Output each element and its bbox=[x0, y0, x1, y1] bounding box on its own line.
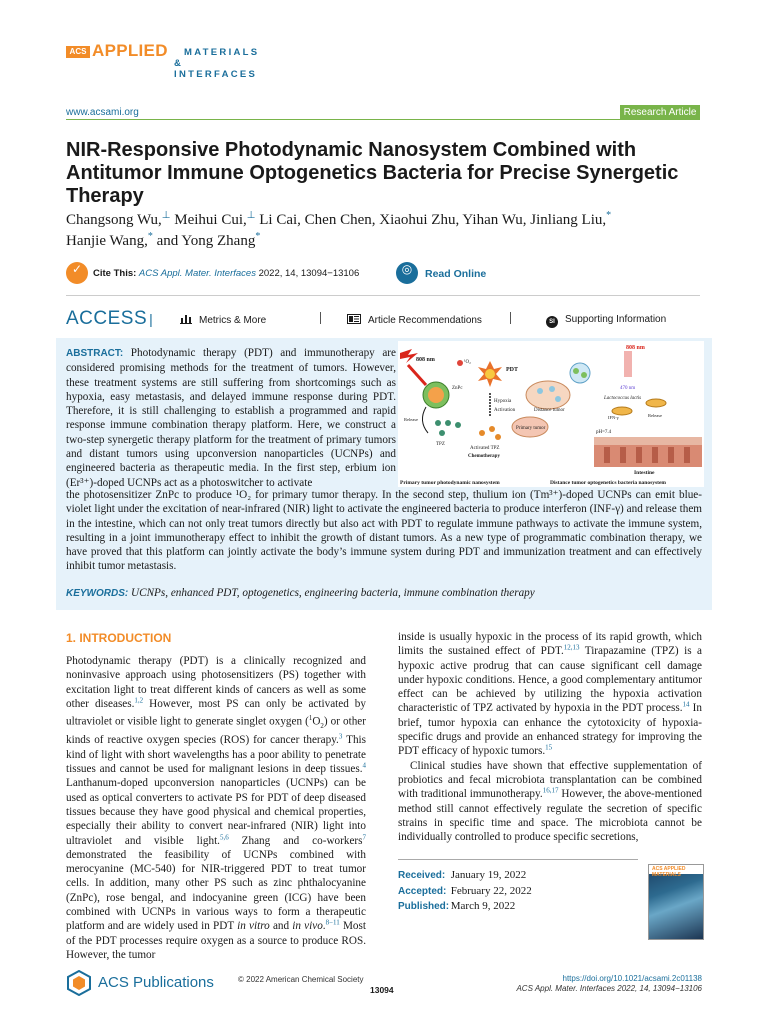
intestine-cell bbox=[604, 447, 610, 463]
caption-right: Distance tumor optogenetics bacteria nanosystem bbox=[550, 480, 666, 486]
singlet-oxygen-label: ¹O₂ bbox=[464, 360, 471, 365]
author-mark[interactable]: * bbox=[606, 210, 612, 221]
cite-row bbox=[66, 262, 700, 288]
metrics-link[interactable] bbox=[180, 314, 266, 326]
pdt-label: PDT bbox=[506, 367, 518, 373]
ph-label: pH=7.4 bbox=[596, 430, 612, 435]
caption-left: Primary tumor photodynamic nanosystem bbox=[400, 480, 500, 486]
keywords-label: KEYWORDS: bbox=[66, 588, 129, 599]
author-name[interactable]: and Yong Zhang bbox=[156, 233, 256, 249]
intestine-cell bbox=[684, 447, 690, 463]
activated-tpz-molecule bbox=[489, 426, 495, 432]
abstract-label: ABSTRACT: bbox=[66, 348, 124, 359]
bar-chart-icon bbox=[180, 314, 192, 324]
acs-emblem-icon bbox=[66, 970, 92, 996]
acs-publications-logo[interactable] bbox=[66, 970, 226, 996]
hypoxia-label: Hypoxia bbox=[494, 399, 512, 404]
cite-journal-ref[interactable]: ACS Appl. Mater. Interfaces bbox=[138, 268, 256, 279]
cite-label: Cite This: bbox=[93, 268, 137, 279]
section-heading: 1. INTRODUCTION bbox=[66, 631, 172, 645]
recommendations-label: Article Recommendations bbox=[368, 315, 482, 326]
cover-title: ACS APPLIED MATERIALS bbox=[652, 866, 686, 878]
bacterium bbox=[646, 399, 666, 407]
activated-tpz-molecule bbox=[479, 430, 485, 436]
checkmark-icon[interactable]: ✓ bbox=[66, 262, 88, 284]
primary-tumor-label: Primary tumor bbox=[516, 426, 546, 431]
intestine-wall bbox=[594, 437, 702, 445]
journal-site-link[interactable]: www.acsami.org bbox=[66, 107, 139, 118]
tumor-cell bbox=[555, 396, 561, 402]
tumor-cell bbox=[549, 386, 555, 392]
journal-name-line2: & INTERFACES bbox=[174, 58, 258, 80]
supporting-info-link[interactable] bbox=[546, 314, 666, 328]
release-label-2: Release bbox=[648, 413, 662, 418]
globe-icon[interactable]: ◎ bbox=[396, 262, 418, 284]
activated-tpz-label: Activated TPZ bbox=[470, 446, 500, 451]
author-mark[interactable]: ⊥ bbox=[246, 210, 256, 221]
read-online-link[interactable]: Read Online bbox=[425, 268, 487, 280]
access-bar bbox=[66, 308, 700, 332]
published-label: Published: bbox=[398, 901, 450, 912]
intestine-label: Intestine bbox=[634, 470, 655, 476]
znpc-label: ZnPc bbox=[452, 386, 463, 391]
header-divider bbox=[66, 119, 700, 120]
cite-this[interactable] bbox=[93, 268, 359, 279]
laser-label: 808 nm bbox=[416, 357, 435, 363]
intestine-cell bbox=[668, 447, 674, 463]
ucnp-cluster bbox=[570, 363, 590, 383]
cite-divider bbox=[66, 295, 700, 296]
access-label: ACCESS | bbox=[66, 308, 154, 329]
activated-tpz-molecule bbox=[495, 434, 501, 440]
recommendations-link[interactable] bbox=[347, 314, 482, 326]
release-label: Release bbox=[404, 417, 418, 422]
oxygen-dot bbox=[457, 360, 463, 366]
body-column-right: inside is usually hypoxic in the process of its rapid growth, which limits the sustained effect of PDT.$^{12,13}$ Tirapazamine (TPZ) is a hypoxic active prodrug that can cause significant cell damage under hypoxic conditions. Hence, a good complementary antitumor effect can be achieved by utilizing the hypoxia activation characteristic of TPZ activated by hypoxia in the PDT process.$^{14}$ In brief, tumor hypoxia can enhance the cytotoxicity of hypoxia-specific drugs and provide an enhanced strategy for improving the PDT efficacy of hypoxic tumors.$^{15}$ Clinical studies have shown that effective supplementation of probiotics and fecal microbiota transplantation can be combined with traditional immunotherapy.$^{16,17}$ However, the above-mentioned method still cannot effectively regulate the secretion of specific strains in specific time and space. The microbiota cannot be individually controlled to produce specific secretions, bbox=[398, 631, 703, 844]
body-column-left: Photodynamic therapy (PDT) is a clinically recognized and noninvasive approach using photosensitizers (PS) together with excitation light to treat different kinds of cancers as well as some other diseases.$^{1,2}$ However, most PS can only be activated by ultraviolet or visible light to generate singlet oxygen $(^1O_2)$ or other kinds of reactive oxygen species (ROS) for cancer therapy.$^3$ This kind of light with short wavelengths has a poor ability to penetrate tissues and cannot be used for malignant lesions in deep tissues.$^4$ Lanthanum-doped upconversion nanoparticles (UCNPs) can be used as optical converters to activate PS for PDT of deep diseased tissues because they have good physical and chemical properties, especially their ability to convert near-infrared (NIR) light into ultraviolet and visible light.$^{5,6}$ Zhang and co-workers$^7$ demonstrated the feasibility of UCNPs combined with merocyanine (MC-540) for NIR-triggered PDT to treat tumor cells. In addition, many other PS such as zinc phthalocyanine (ZnPc), rose bengal, and indocyanine green (ICG) have been combined with UCNPs in various ways to form a therapeutic platform and are widely used in PDT in vitro and in vivo.$^{8-11}$ Most of the PDT processes require oxygen as a source to produce ROS. However, the tumor bbox=[66, 655, 366, 961]
received-label: Received: bbox=[398, 870, 446, 881]
author-mark[interactable]: * bbox=[255, 231, 261, 242]
author-name[interactable]: Changsong Wu, bbox=[66, 212, 162, 228]
page-number: 13094 bbox=[370, 985, 394, 995]
tpz-molecule bbox=[455, 422, 461, 428]
ucnp-core bbox=[428, 387, 444, 403]
accepted-label: Accepted: bbox=[398, 885, 447, 897]
author-name[interactable]: Hanjie Wang, bbox=[66, 233, 148, 249]
journal-name-main: APPLIED bbox=[92, 41, 168, 60]
supporting-label: Supporting Information bbox=[565, 314, 667, 325]
abstract-text bbox=[66, 346, 396, 490]
pdt-core bbox=[485, 369, 495, 379]
ucnp-particle bbox=[573, 368, 579, 374]
si-icon: SI bbox=[546, 316, 558, 328]
ifn-label: IFN-γ bbox=[608, 415, 619, 420]
access-divider bbox=[320, 312, 321, 324]
published-date: March 9, 2022 bbox=[450, 900, 516, 912]
author-mark[interactable]: ⊥ bbox=[161, 210, 171, 221]
intestine-cell bbox=[620, 447, 626, 463]
chemotherapy-label: Chemotherapy bbox=[468, 454, 500, 459]
article-title: NIR-Responsive Photodynamic Nanosystem Combined with Antitumor Immune Optogenetics Bacteria for Precise Synergetic Therapy bbox=[66, 139, 679, 207]
dates-divider bbox=[398, 859, 638, 860]
bacteria-label: Lactococcus lactis bbox=[604, 396, 642, 401]
accepted-date: February 22, 2022 bbox=[450, 884, 532, 897]
doi-link[interactable]: https://doi.org/10.1021/acsami.2c01138 bbox=[562, 974, 702, 983]
journal-name-line1: MATERIALS bbox=[184, 47, 260, 58]
author-mark[interactable]: * bbox=[147, 231, 153, 242]
toc-graphic[interactable] bbox=[398, 341, 704, 487]
copyright: © 2022 American Chemical Society bbox=[238, 975, 364, 984]
journal-logo[interactable] bbox=[66, 41, 266, 80]
distant-tumor-label: Distance tumor bbox=[534, 408, 565, 413]
received-date: January 19, 2022 bbox=[450, 869, 527, 881]
tpz-molecule bbox=[445, 420, 451, 426]
distant-tumor bbox=[526, 381, 570, 409]
keywords-list: UCNPs, enhanced PDT, optogenetics, engineering bacteria, immune combination therapy bbox=[131, 587, 535, 599]
tumor-cell bbox=[537, 388, 543, 394]
footer-citation: ACS Appl. Mater. Interfaces 2022, 14, 13094−13106 bbox=[516, 984, 702, 993]
access-divider bbox=[510, 312, 511, 324]
activation-label: Activation bbox=[494, 408, 516, 413]
article-type-badge: Research Article bbox=[620, 105, 700, 120]
tpz-label: TPZ bbox=[436, 442, 445, 447]
journal-cover-thumbnail[interactable] bbox=[648, 864, 704, 940]
publication-dates bbox=[398, 868, 638, 915]
author-name[interactable]: Li Cai, Chen Chen, Xiaohui Zhu, Yihan Wu, Jinliang Liu, bbox=[259, 212, 607, 228]
author-list bbox=[66, 210, 700, 252]
abstract-body-part2: the photosensitizer ZnPc to produce ¹O₂ for primary tumor therapy. In the second step, thulium ion (Tm³⁺)-doped UCNPs can emit blue-violet light under the excitation of near-infrared (NIR) light to activate the engineered bacteria to produce interferon (INF-γ) and release them in the intestine, which can not only treat tumors directly but also act with PDT to regulate immune pathways to activate the immune system, resulting in a joint immunotherapy effect to inhibit the growth of distant tumors. As a new type of programmatic combination therapy, we have proved that this platform can jointly activate the body’s immune system during PDT and immunization treatment and can effectively inhibit tumor metastasis. bbox=[66, 489, 702, 573]
intestine-cell bbox=[636, 447, 642, 463]
keywords bbox=[66, 587, 702, 599]
bacterium bbox=[612, 407, 632, 415]
acs-mark: ACS bbox=[66, 46, 90, 58]
tpz-molecule bbox=[435, 420, 441, 426]
author-name[interactable]: Meihui Cui, bbox=[174, 212, 247, 228]
cite-details: 2022, 14, 13094−13106 bbox=[258, 268, 360, 279]
article-list-icon bbox=[347, 314, 361, 324]
tpz-molecule bbox=[439, 430, 445, 436]
right-laser-label: 808 nm bbox=[626, 345, 645, 351]
ucnp-particle bbox=[581, 372, 587, 378]
abstract-body-part1: Photodynamic therapy (PDT) and immunotherapy are considered promising methods for the treatment of tumors. However, these treatment systems are still suffering from shortcomings such as hypoxia, easy metastasis, and delayed immune response during PDT. Therefore, it is still challenging to establish a programmed and rapid response immune combination therapy platform. Here, we construct a two-step synergetic therapy platform for the treatment of primary tumors and distant tumors using upconversion nanoparticles (UCNPs) and engineered bacteria as therapeutic media. In the first step, erbium ion (Er³⁺)-doped UCNPs act as a photoswitcher to activate bbox=[66, 347, 396, 489]
publisher-name: ACS Publications bbox=[98, 974, 214, 991]
intestine-cell bbox=[652, 447, 658, 463]
metrics-label: Metrics & More bbox=[199, 315, 267, 326]
blue-light-label: 470 nm bbox=[620, 386, 636, 391]
